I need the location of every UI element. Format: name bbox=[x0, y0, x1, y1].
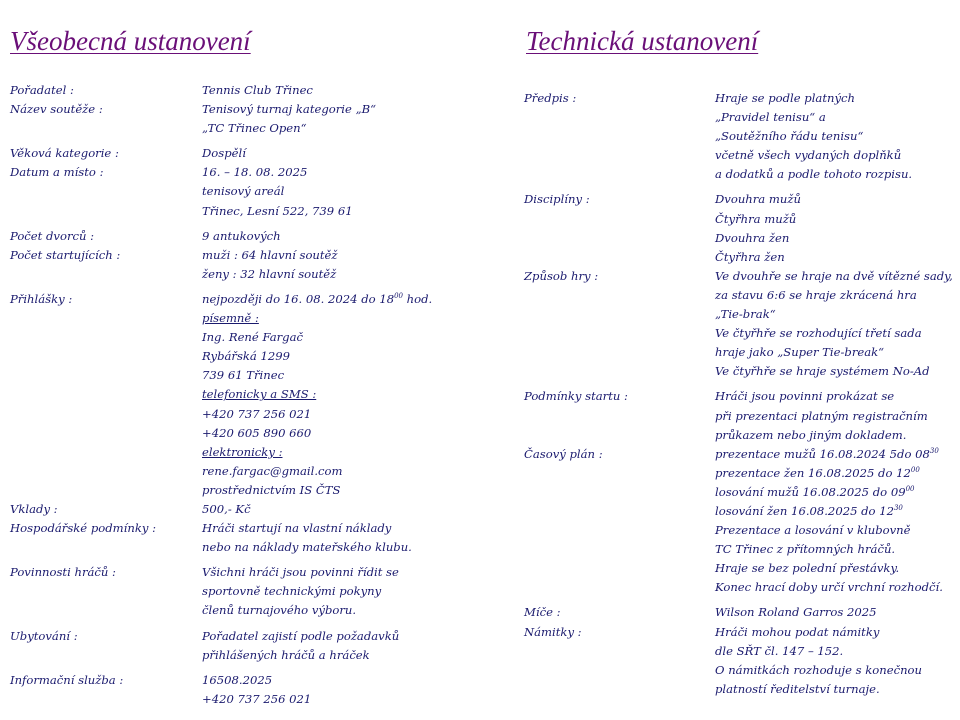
row-value-line bbox=[202, 309, 432, 328]
row-label: Námitky : bbox=[524, 624, 582, 639]
value-text: „Soutěžního řádu tenisu“ bbox=[715, 129, 864, 144]
row-label: Podmínky startu : bbox=[524, 389, 628, 404]
row-value-line bbox=[202, 481, 432, 500]
info-row bbox=[10, 227, 432, 246]
row-value-line bbox=[715, 286, 953, 305]
info-row bbox=[524, 190, 953, 266]
value-text: Tenisový turnaj kategorie „B“ bbox=[202, 102, 377, 117]
row-values bbox=[715, 603, 877, 622]
row-value-line bbox=[202, 538, 412, 557]
row-value-line bbox=[715, 324, 953, 343]
value-text: prezentace mužů 16.08.2024 5do 08 bbox=[715, 446, 930, 461]
info-row bbox=[524, 89, 953, 184]
technical-provisions-list bbox=[524, 89, 953, 699]
value-text: průkazem nebo jiným dokladem. bbox=[715, 427, 907, 442]
row-label: Datum a místo : bbox=[10, 165, 104, 180]
row-value-line bbox=[715, 540, 943, 559]
value-text: 9 antukových bbox=[202, 228, 281, 243]
row-label: Hospodářské podmínky : bbox=[10, 521, 156, 536]
row-value-line bbox=[715, 407, 928, 426]
row-values bbox=[202, 519, 412, 557]
row-label: Věková kategorie : bbox=[10, 146, 119, 161]
row-values bbox=[202, 81, 313, 100]
row-value-line bbox=[202, 100, 376, 119]
row-value-line bbox=[715, 165, 912, 184]
row-label: Název soutěže : bbox=[10, 102, 103, 117]
value-text: prostřednictvím IS ČTS bbox=[202, 482, 341, 497]
row-value-line bbox=[202, 627, 399, 646]
row-label: Informační služba : bbox=[10, 672, 124, 687]
row-values bbox=[202, 627, 399, 665]
value-text: sportovně technickými pokyny bbox=[202, 584, 382, 599]
info-row bbox=[524, 603, 953, 622]
row-values bbox=[202, 163, 353, 220]
row-value-line bbox=[715, 603, 877, 622]
row-value-line bbox=[715, 680, 922, 699]
row-value-line bbox=[715, 578, 943, 597]
value-text: losování mužů 16.08.2025 do 09 bbox=[715, 484, 906, 499]
row-values bbox=[202, 563, 399, 620]
info-row bbox=[10, 246, 432, 284]
value-text: Ve dvouhře se hraje na dvě vítězné sady, bbox=[715, 268, 953, 283]
row-label: Způsob hry : bbox=[524, 268, 599, 283]
row-value-line bbox=[715, 387, 928, 406]
value-text: nejpozději do 16. 08. 2024 do 18 bbox=[202, 291, 395, 306]
info-row bbox=[10, 563, 432, 620]
value-text: Dvouhra žen bbox=[715, 230, 790, 245]
row-label: Povinnosti hráčů : bbox=[10, 565, 116, 580]
row-value-line bbox=[202, 405, 432, 424]
row-value-line bbox=[202, 328, 432, 347]
time-minutes-superscript: 30 bbox=[929, 446, 939, 455]
info-row bbox=[10, 144, 432, 163]
row-value-line bbox=[202, 462, 432, 481]
row-value-line bbox=[715, 502, 943, 521]
row-label: Míče : bbox=[524, 605, 561, 620]
row-values bbox=[715, 190, 801, 266]
row-value-line bbox=[202, 182, 353, 201]
value-text: 16508.2025 bbox=[202, 672, 273, 687]
value-text: losování žen 16.08.2025 do 12 bbox=[715, 503, 894, 518]
row-value-line bbox=[715, 426, 928, 445]
value-text: dle SŘT čl. 147 – 152. bbox=[715, 643, 844, 658]
info-row bbox=[10, 519, 432, 557]
row-label: Ubytování : bbox=[10, 628, 78, 643]
value-text: Pořadatel zajistí podle požadavků bbox=[202, 628, 400, 643]
value-text: muži : 64 hlavní soutěž bbox=[202, 247, 338, 262]
row-value-line bbox=[202, 202, 353, 221]
value-text: „Pravidel tenisu“ a bbox=[715, 110, 826, 125]
row-value-line bbox=[202, 81, 313, 100]
row-label: Vklady : bbox=[10, 501, 58, 516]
row-label: Pořadatel : bbox=[10, 83, 74, 97]
row-value-line bbox=[715, 190, 801, 209]
row-label: Disciplíny : bbox=[524, 192, 590, 207]
row-value-line bbox=[715, 642, 922, 661]
value-text: ženy : 32 hlavní soutěž bbox=[202, 266, 337, 281]
value-text: přihlášených hráčů a hráček bbox=[202, 647, 370, 662]
value-text: tenisový areál bbox=[202, 184, 285, 199]
value-text: členů turnajového výboru. bbox=[202, 603, 357, 618]
row-label: Přihlášky : bbox=[10, 291, 73, 306]
value-text: písemně : bbox=[202, 311, 259, 326]
value-text: za stavu 6:6 se hraje zkrácená hra bbox=[715, 287, 917, 302]
row-value-line bbox=[202, 582, 399, 601]
row-label: Počet startujících : bbox=[10, 247, 121, 262]
row-values bbox=[715, 623, 922, 699]
row-values bbox=[202, 671, 311, 709]
row-value-line bbox=[202, 347, 432, 366]
info-row bbox=[10, 163, 432, 220]
row-values bbox=[202, 246, 338, 284]
value-text: Konec hrací doby určí vrchní rozhodčí. bbox=[715, 580, 943, 595]
value-text: Hráči jsou povinni prokázat se bbox=[715, 389, 895, 404]
row-value-line bbox=[202, 246, 338, 265]
value-text: Prezentace a losování v klubovně bbox=[715, 523, 911, 538]
row-value-line bbox=[202, 227, 281, 246]
row-value-line bbox=[202, 519, 412, 538]
value-text: elektronicky : bbox=[202, 444, 283, 459]
row-label: Předpis : bbox=[524, 91, 577, 105]
value-text: 500,- Kč bbox=[202, 501, 251, 516]
row-value-line bbox=[202, 366, 432, 385]
row-value-line bbox=[202, 144, 246, 163]
row-value-line bbox=[715, 661, 922, 680]
value-text: Hraje se podle platných bbox=[715, 91, 855, 105]
row-value-line bbox=[715, 146, 912, 165]
value-text: Třinec, Lesní 522, 739 61 bbox=[202, 203, 353, 218]
value-text: platností ředitelství turnaje. bbox=[715, 681, 880, 696]
value-text: Čtyřhra žen bbox=[715, 249, 785, 264]
row-value-line bbox=[715, 305, 953, 324]
row-values bbox=[202, 227, 281, 246]
info-row bbox=[10, 627, 432, 665]
row-value-line bbox=[715, 267, 953, 286]
value-text: TC Třinec z přítomných hráčů. bbox=[715, 542, 896, 557]
row-value-line bbox=[202, 563, 399, 582]
value-text: rene.fargac@gmail.com bbox=[202, 463, 343, 478]
value-text: +420 737 256 021 bbox=[202, 691, 312, 706]
value-text: hraje jako „Super Tie-break“ bbox=[715, 345, 885, 360]
row-value-line bbox=[715, 210, 801, 229]
info-row bbox=[524, 623, 953, 699]
row-value-line bbox=[202, 443, 432, 462]
row-value-line bbox=[715, 483, 943, 502]
value-text: Hráči mohou podat námitky bbox=[715, 624, 880, 639]
time-minutes-superscript: 00 bbox=[394, 291, 403, 300]
row-value-line bbox=[202, 671, 311, 690]
value-text: +420 737 256 021 bbox=[202, 406, 312, 421]
value-text: Ve čtyřhře se hraje systémem No-Ad bbox=[715, 364, 930, 379]
row-value-line bbox=[715, 464, 943, 483]
row-values bbox=[715, 387, 928, 444]
value-suffix: hod. bbox=[403, 291, 433, 306]
row-value-line bbox=[202, 500, 251, 519]
info-row bbox=[10, 290, 432, 500]
info-row bbox=[10, 671, 432, 709]
value-text: Ve čtyřhře se rozhodující třetí sada bbox=[715, 326, 922, 341]
value-text: „TC Třinec Open“ bbox=[202, 121, 307, 136]
row-value-line bbox=[202, 690, 311, 709]
time-minutes-superscript: 00 bbox=[905, 484, 915, 493]
value-text: „Tie-brak“ bbox=[715, 307, 776, 322]
value-text: telefonicky a SMS : bbox=[202, 387, 317, 402]
row-label: Počet dvorců : bbox=[10, 228, 95, 243]
row-value-line bbox=[202, 385, 432, 404]
row-value-line bbox=[715, 127, 912, 146]
value-text: Ing. René Fargač bbox=[202, 330, 303, 345]
value-text: a dodatků a podle tohoto rozpisu. bbox=[715, 167, 913, 182]
row-values bbox=[202, 290, 432, 500]
row-value-line bbox=[202, 265, 338, 284]
technical-provisions-heading: Technická ustanovení bbox=[526, 26, 759, 56]
row-value-line bbox=[715, 623, 922, 642]
general-provisions-list bbox=[10, 81, 432, 709]
value-text: Všichni hráči jsou povinni řídit se bbox=[202, 565, 399, 580]
value-text: Wilson Roland Garros 2025 bbox=[715, 605, 877, 620]
row-value-line bbox=[715, 343, 953, 362]
row-value-line bbox=[715, 559, 943, 578]
info-row bbox=[10, 500, 432, 519]
row-value-line bbox=[202, 601, 399, 620]
value-text: nebo na náklady mateřského klubu. bbox=[202, 540, 412, 555]
row-value-line bbox=[202, 424, 432, 443]
value-text: včetně všech vydaných doplňků bbox=[715, 148, 902, 163]
row-label: Časový plán : bbox=[524, 446, 603, 461]
value-text: Rybářská 1299 bbox=[202, 349, 291, 364]
value-text: Tennis Club Třinec bbox=[202, 83, 313, 97]
row-value-line bbox=[202, 119, 376, 138]
value-text: Hráči startují na vlastní náklady bbox=[202, 521, 392, 536]
value-text: při prezentaci platným registračním bbox=[715, 408, 928, 423]
time-minutes-superscript: 30 bbox=[893, 503, 903, 512]
row-values bbox=[715, 445, 943, 598]
row-value-line bbox=[715, 108, 912, 127]
value-text: 739 61 Třinec bbox=[202, 368, 285, 383]
info-row bbox=[10, 81, 432, 100]
info-row bbox=[524, 387, 953, 444]
value-text: O námitkách rozhoduje s konečnou bbox=[715, 662, 922, 677]
row-value-line bbox=[715, 362, 953, 381]
value-text: Dospělí bbox=[202, 146, 246, 161]
info-row bbox=[524, 445, 953, 598]
row-value-line bbox=[715, 248, 801, 267]
row-value-line bbox=[202, 646, 399, 665]
time-minutes-superscript: 00 bbox=[910, 465, 920, 474]
info-row bbox=[10, 100, 432, 138]
value-text: +420 605 890 660 bbox=[202, 425, 312, 440]
value-text: prezentace žen 16.08.2025 do 12 bbox=[715, 465, 911, 480]
row-value-line bbox=[715, 445, 943, 464]
row-value-line bbox=[202, 290, 432, 309]
row-values bbox=[202, 144, 246, 163]
value-text: 16. – 18. 08. 2025 bbox=[202, 165, 308, 180]
value-text: Čtyřhra mužů bbox=[715, 211, 797, 226]
general-provisions-heading: Všeobecná ustanovení bbox=[10, 26, 251, 56]
row-values bbox=[715, 267, 953, 382]
row-values bbox=[202, 500, 251, 519]
row-values bbox=[202, 100, 376, 138]
row-value-line bbox=[202, 163, 353, 182]
value-text: Dvouhra mužů bbox=[715, 192, 801, 207]
row-value-line bbox=[715, 229, 801, 248]
row-values bbox=[715, 89, 912, 184]
value-text: Hraje se bez polední přestávky. bbox=[715, 561, 900, 576]
row-value-line bbox=[715, 521, 943, 540]
info-row bbox=[524, 267, 953, 382]
row-value-line bbox=[715, 89, 912, 108]
